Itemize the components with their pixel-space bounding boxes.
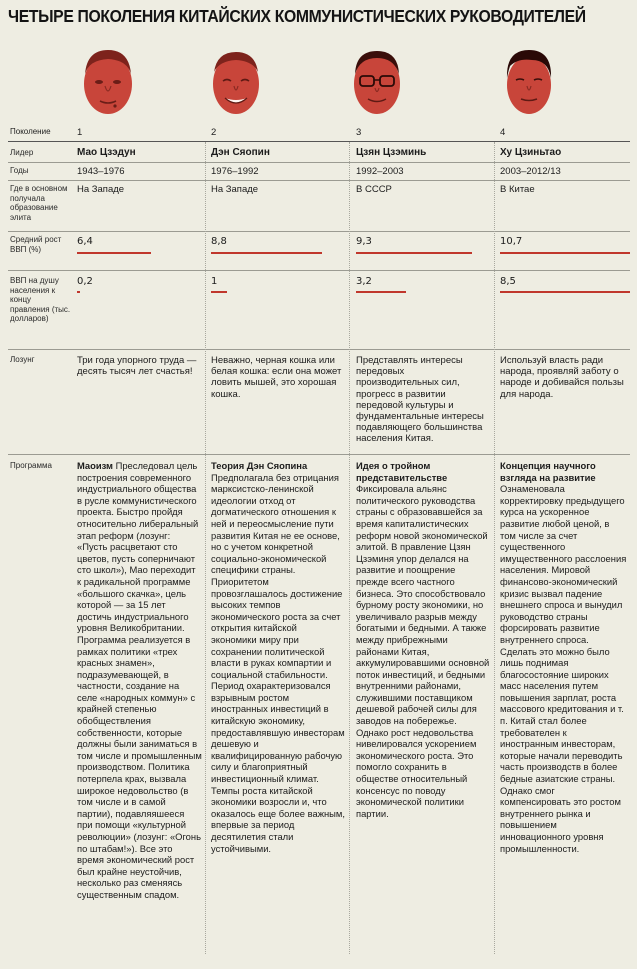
divider [8,162,630,163]
program-body: Преследовал цель построения современного индустриального общества в русле коммунистического проекта. Быстро пройдя относительно либеральный этап реформ (лозунг: «Пусть расцветают сто цветов, пусть соперничают сто школ»), Мао переходит к радикальной программе «большого скачка», цель которой — за 15 лет достичь индустриального уровня Великобритании. Программа реализуется в рамках политики «трех красных знамен», подразумевающей, в частности, создание на селе «народных коммун» с крайней степенью обобществления собственности, которые должны были заниматься в том числе и промышленным производством. Политика потерпела крах, вызвала широкое недовольство (в том числе и в самой партии), подавляяшееся при помощи «культурной революции» (лозунг: «Огонь по штабам!»). Все это время экономический рост был крайне неустойчив, несколько раз сменяясь существенным спадом. [77,460,202,900]
generation-label: Поколение [10,127,51,136]
motto-text: Три года упорного труда — десять тысяч лет счастья! [77,355,197,378]
gdp-growth-bar [356,252,472,254]
gdp-per-capita-label: ВВП на душу населения к концу правления (тыс. долларов) [10,276,71,324]
education-value: На Западе [211,184,259,195]
gdp-per-capita-bar [211,291,227,293]
program-title: Теория Дэн Сяопина [211,460,308,471]
generation-number: 3 [356,127,362,138]
gdp-per-capita-value: 0,2 [77,276,93,287]
gdp-growth-bar [77,252,151,254]
mao-portrait-icon [77,44,139,120]
program-title: Идея о тройном представительстве [356,460,448,483]
program-label: Программа [10,461,52,470]
jiang-portrait-icon [346,44,408,120]
gdp-growth-bar [211,252,322,254]
program-text-block [211,460,345,854]
hu-portrait-icon [498,44,560,120]
leader-years: 1976–1992 [211,166,259,177]
motto-text: Неважно, черная кошка или белая кошка: если она может ловить мышей, это хорошая кошка. [211,355,342,400]
column-separator [494,142,495,954]
gdp-per-capita-value: 1 [211,276,218,287]
generation-number: 1 [77,127,83,138]
gdp-per-capita-bar [356,291,406,293]
program-title: Концепция научного взгляда на развитие [500,460,596,483]
program-text-block [356,460,490,819]
gdp-growth-value: 10,7 [500,236,523,247]
gdp-growth-bar [500,252,630,254]
gdp-growth-value: 6,4 [77,236,93,247]
program-body: Предполагала без отрицания марксистско-ленинской идеологии отход от догматического отношения к ней и переосмысление пути развития Китая не ее основе, но с учетом конкретной социально-экономической специфики страны. Приоритетом провозглашалось достижение высоких темпов экономического роста за счет открытия китайской экономики миру при сохранении политической власти в руках компартии и социальной стабильности. Период охарактеризовался взрывным ростом иностранных инвестиций в китайскую экономику, предоставлявшую инвесторам дешевую и квалифицированную рабочую силу и благоприятный инвестиционный климат. Темпы роста китайской экономики возросли и, что оказалось еще более важным, впервые за период десятилетия стали устойчивыми. [211,471,345,854]
divider [8,180,630,181]
leader-years: 1943–1976 [77,166,125,177]
leader-years: 1992–2003 [356,166,404,177]
program-title: Маоизм [77,460,113,471]
divider [8,270,630,271]
years-label: Годы [10,166,29,175]
leader-name: Ху Цзиньтао [500,147,562,158]
gdp-per-capita-value: 3,2 [356,276,372,287]
divider [8,454,630,455]
program-text-block [500,460,627,854]
program-body: Ознаменовала корректировку предыдущего курса на ускоренное развитие любой ценой, в том числе за счет существенного имущественного расслоения населения. Мировой финансово-экономический кризис вызвал падение внешнего спроса и вынудил руководство страны форсировать развитие внутреннего спроса. Сделать это можно было лишь поднимая благосостояние широких масс населения путем повышения зарплат, роста массового кредитования и т. п. Китай стал более требователен к иностранным инвесторам, которые начали переводить часть производств в более бедные азиатские страны. Однако смог компенсировать это ростом внутреннего рынка и повышением инновационного уровня промышленности. [500,483,627,854]
gdp-per-capita-bar [77,291,80,293]
motto-text: Используй власть ради народа, проявляй заботу о народе и добивайся пользы для народа. [500,355,624,400]
column-separator [349,142,350,954]
gdp-growth-label: Средний рост ВВП (%) [10,235,62,254]
divider [8,231,630,232]
education-label: Где в основном получала образование элита [10,184,68,222]
leader-name: Мао Цзэдун [77,147,136,158]
leader-label: Лидер [10,148,34,157]
gdp-per-capita-bar [500,291,630,293]
deng-portrait-icon [205,44,267,120]
leader-name: Дэн Сяопин [211,147,270,158]
education-value: В СССР [356,184,392,195]
gdp-growth-value: 8,8 [211,236,227,247]
gdp-per-capita-value: 8,5 [500,276,516,287]
generation-number: 4 [500,127,506,138]
motto-text: Представлять интересы передовых производительных сил, прогресс в развитии передовой культуры и фундаментальные интересы подавляющего большинства населения Китая. [356,355,484,445]
leader-years: 2003–2012/13 [500,166,561,177]
generation-number: 2 [211,127,217,138]
column-separator [205,142,206,954]
divider [8,349,630,350]
program-body: Фиксировала альянс политического руководства страны с образовавшейся за время капиталистических реформ новой экономической элитой. В правление Цзян Цзэминя упор делался на развитие и поощрение прежде всего частного бизнеса. Это способствовало бурному росту экономики, но увеличивало разрыв между богатыми и бедными. А также между прибрежными районами Китая, аккумулировавшими основной поток инвестиций, и бедными внутренними районами, служившими поставщиком дешевой рабочей силы для заводов на побережье. Однако рост недовольства нивелировался ускорением экономического роста. Это помогло сохранить в обществе относительный консенсус по поводу экономической политики партии. [356,483,490,819]
program-text-block [77,460,202,901]
education-value: В Китае [500,184,535,195]
leader-name: Цзян Цзэминь [356,147,427,158]
gdp-growth-value: 9,3 [356,236,372,247]
divider [8,141,630,142]
education-value: На Западе [77,184,125,195]
motto-label: Лозунг [10,355,35,364]
page-title: ЧЕТЫРЕ ПОКОЛЕНИЯ КИТАЙСКИХ КОММУНИСТИЧЕСКИХ РУКОВОДИТЕЛЕЙ [8,6,586,26]
